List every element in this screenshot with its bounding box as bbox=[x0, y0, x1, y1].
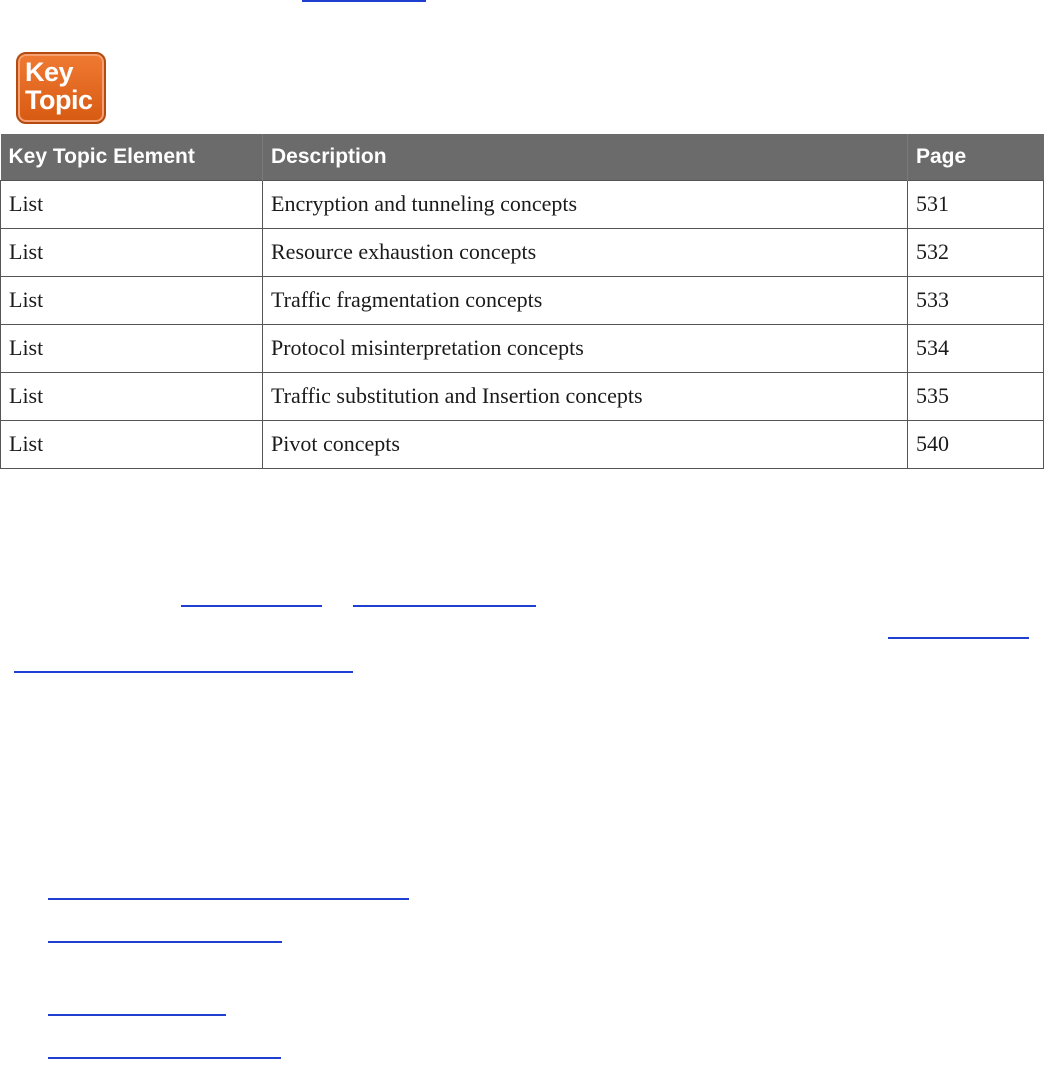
row-element: List bbox=[1, 277, 263, 325]
header-key-topic-element: Key Topic Element bbox=[1, 134, 263, 181]
table-header-row bbox=[1, 134, 1044, 181]
table-row bbox=[1, 181, 1044, 229]
row-page: 533 bbox=[908, 277, 1044, 325]
row-element: List bbox=[1, 373, 263, 421]
table-row bbox=[1, 277, 1044, 325]
table-row bbox=[1, 373, 1044, 421]
link-underline[interactable] bbox=[181, 605, 322, 607]
row-description: Resource exhaustion concepts bbox=[263, 229, 908, 277]
header-page: Page bbox=[908, 134, 1044, 181]
row-element: List bbox=[1, 325, 263, 373]
list-link-underline[interactable] bbox=[48, 1014, 226, 1016]
row-element: List bbox=[1, 181, 263, 229]
link-underline[interactable] bbox=[14, 671, 353, 673]
table-row bbox=[1, 325, 1044, 373]
row-page: 531 bbox=[908, 181, 1044, 229]
key-topic-icon-line2: Topic bbox=[25, 85, 93, 115]
row-description: Protocol misinterpretation concepts bbox=[263, 325, 908, 373]
header-description: Description bbox=[263, 134, 908, 181]
row-page: 532 bbox=[908, 229, 1044, 277]
row-page: 540 bbox=[908, 421, 1044, 469]
list-link-underline[interactable] bbox=[48, 941, 282, 943]
table-row bbox=[1, 421, 1044, 469]
row-description: Pivot concepts bbox=[263, 421, 908, 469]
top-link-underline[interactable] bbox=[302, 0, 426, 2]
table-row bbox=[1, 229, 1044, 277]
key-topic-icon bbox=[16, 52, 106, 124]
list-link-underline[interactable] bbox=[48, 898, 409, 900]
list-link-underline[interactable] bbox=[48, 1057, 281, 1059]
row-description: Traffic substitution and Insertion concepts bbox=[263, 373, 908, 421]
key-topic-icon-line1: Key bbox=[25, 57, 74, 87]
key-topics-table bbox=[0, 134, 1044, 469]
row-page: 534 bbox=[908, 325, 1044, 373]
row-element: List bbox=[1, 229, 263, 277]
row-description: Encryption and tunneling concepts bbox=[263, 181, 908, 229]
row-element: List bbox=[1, 421, 263, 469]
link-underline[interactable] bbox=[888, 637, 1029, 639]
row-description: Traffic fragmentation concepts bbox=[263, 277, 908, 325]
link-underline[interactable] bbox=[353, 605, 536, 607]
row-page: 535 bbox=[908, 373, 1044, 421]
